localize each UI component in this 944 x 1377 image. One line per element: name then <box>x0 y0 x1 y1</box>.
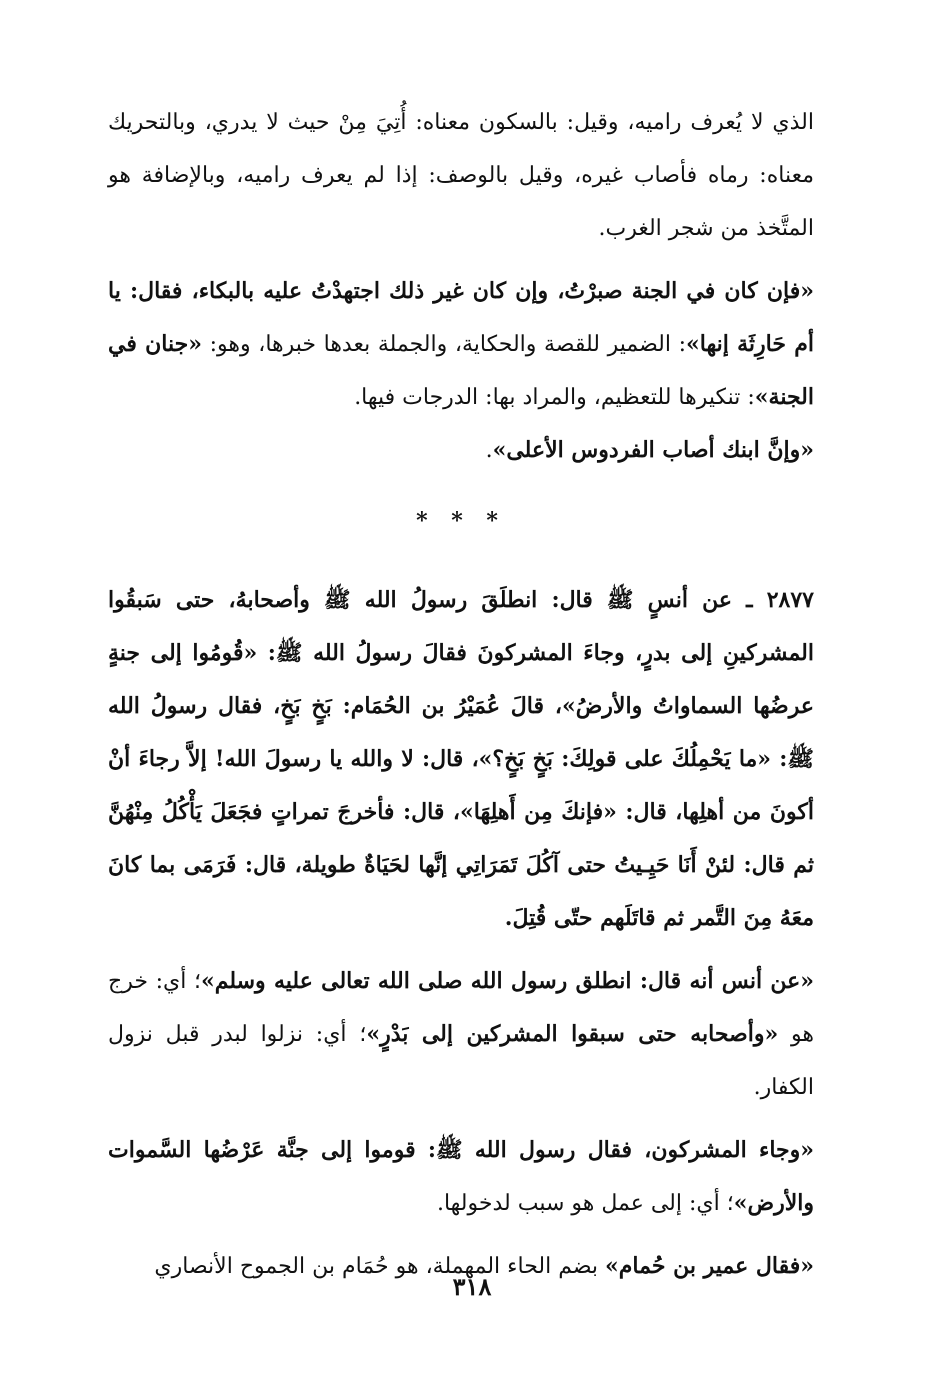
paragraph-3 <box>108 424 814 477</box>
hadith-text <box>108 574 814 945</box>
paragraph-5-quote-1: «عن أنس أنه قال: انطلق رسول الله صلى الله تعالى عليه وسلم» <box>200 968 814 994</box>
paragraph-6-quote: «وجاء المشركون، فقال رسول الله ﷺ: قوموا إلى جنَّة عَرْضُها السَّموات والأرض» <box>108 1137 814 1216</box>
paragraph-5-text-2: ؛ أي: نزلوا لبدر قبل نزول الكفار. <box>108 1022 814 1100</box>
paragraph-7-text: بضم الحاء المهملة، هو حُمَام بن الجموح الأنصاري <box>154 1254 606 1279</box>
paragraph-3-quote: «وإنَّ ابنك أصاب الفردوس الأعلى» <box>492 437 814 463</box>
paragraph-6 <box>108 1124 814 1230</box>
hadith-body: ٢٨٧٧ ـ عن أنسٍ ﷺ قال: انطلَقَ رسولُ الله ﷺ وأصحابهُ، حتى سَبقُوا المشركينِ إلى بدرٍ، وجاءَ المشركونَ فقالَ رسولُ الله ﷺ: «قُومُوا إلى جنةٍ عرضُها السماواتُ والأرضُ»، قالَ عُمَيْرُ بن الحُمَام: بَخٍ بَخٍ، فقال رسولُ الله ﷺ: «ما يَحْمِلُكَ على قولِكَ: بَخٍ بَخٍ؟»، قال: لا والله يا رسولَ الله! إلاَّ رجاءَ أنْ أكونَ من أهلِها، قال: «فإنكَ مِن أَهلِهَا»، قال: فأخرجَ تمراتٍ فجَعَلَ يَأْكُلُ مِنْهُنَّ ثم قال: لئنْ أَنَا حَيِـيتُ حتى آكُلَ تَمَرَاتِي إنَّها لحَيَاةٌ طويلة، قال: فَرَمَى بما كانَ معَهُ مِنَ التَّمر ثم قاتَلَهم حتّى قُتِلَ. <box>108 587 814 931</box>
paragraph-2-text-2: : تنكيرها للتعظيم، والمراد بها: الدرجات فيها. <box>354 385 755 410</box>
paragraph-3-text: . <box>485 438 493 463</box>
section-separator: * * * <box>416 508 506 534</box>
paragraph-1-text: الذي لا يُعرف راميه، وقيل: بالسكون معناه: أُتِيَ مِنْ حيث لا يدري، وبالتحريك معناه: رماه فأصاب غيره، وقيل بالوصف: إذا لم يعرف راميه، وبالإضافة هو المتَّخذ من شجر الغرب. <box>108 110 814 241</box>
paragraph-1 <box>108 96 814 255</box>
paragraph-2-quote-2: «جنان في الجنة» <box>108 331 814 410</box>
paragraph-2-quote-1: «فإن كان في الجنة صبرْتُ، وإن كان غير ذلك اجتهدْتُ عليه بالبكاء، فقال: يا أم حَارِثَة إنها» <box>108 278 814 357</box>
paragraph-5-quote-2: «وأصحابه حتى سبقوا المشركين إلى بَدْرٍ» <box>366 1021 779 1047</box>
paragraph-2 <box>108 265 814 424</box>
paragraph-5 <box>108 955 814 1114</box>
paragraph-5-text-1: ؛ أي: خرج هو <box>108 969 814 1047</box>
paragraph-2-text-1: : الضمير للقصة والحكاية، والجملة بعدها خبرها، وهو: <box>201 332 687 357</box>
paragraph-7-quote: «فقال عمير بن حُمام» <box>605 1253 814 1279</box>
paragraph-6-text: ؛ أي: إلى عمل هو سبب لدخولها. <box>436 1191 734 1216</box>
page-body <box>108 96 814 1293</box>
page-number: ٣١٨ <box>452 1272 492 1301</box>
